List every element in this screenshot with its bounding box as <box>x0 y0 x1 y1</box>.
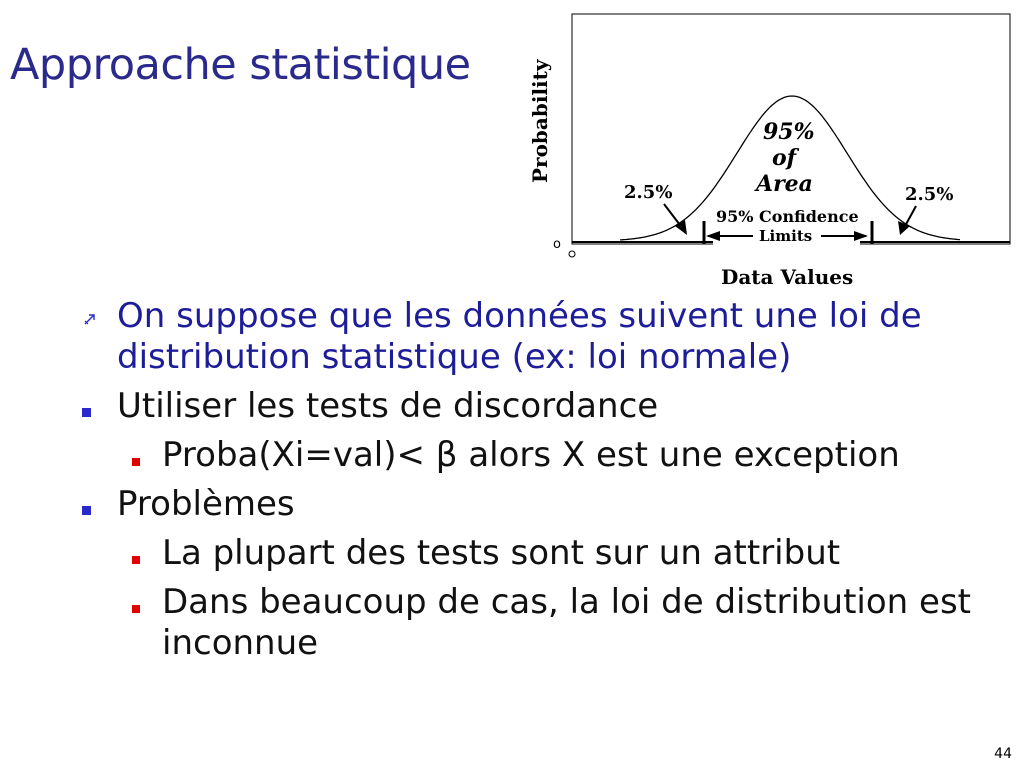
bullet-item-single-attribute <box>80 533 980 574</box>
page-number: 44 <box>994 746 1012 762</box>
bullet-text: On suppose que les données suivent une loi de distribution statistique (ex: loi normale) <box>117 296 922 377</box>
bullet-item-assumption <box>80 296 980 378</box>
arrow-icon <box>82 311 98 327</box>
bullet-text: Proba(Xi=val)< β alors X est une exception <box>162 435 900 475</box>
confidence-label-line2: Limits <box>759 227 813 245</box>
right-tail-label: 2.5% <box>905 184 954 205</box>
center-label-area: Area <box>756 171 813 197</box>
left-tail-label: 2.5% <box>624 182 673 203</box>
slide-title: Approache statistique <box>10 40 471 90</box>
bullet-list <box>80 296 980 672</box>
arrow-bullet-icon <box>82 296 98 337</box>
confidence-label-line1: 95% Confidence <box>716 207 859 226</box>
center-label-percent: 95% <box>763 119 815 145</box>
bullet-item-proba <box>80 435 980 476</box>
normal-distribution-figure <box>520 8 1020 293</box>
square-bullet-icon <box>132 458 140 466</box>
square-bullet-icon <box>132 605 140 613</box>
square-bullet-icon <box>132 556 140 564</box>
origin-label: o <box>553 237 561 252</box>
y-axis-label: Probability <box>528 59 552 183</box>
bullet-text: Dans beaucoup de cas, la loi de distribution est inconnue <box>162 582 971 663</box>
bullet-item-tests <box>80 386 980 427</box>
bullet-text: La plupart des tests sont sur un attribut <box>162 533 841 573</box>
x-axis-label: Data Values <box>721 265 854 289</box>
distribution-diagram <box>520 8 1020 293</box>
square-bullet-icon <box>82 408 91 417</box>
bullet-item-problems <box>80 484 980 525</box>
square-bullet-icon <box>82 506 91 515</box>
bullet-item-unknown-distribution <box>80 582 980 664</box>
center-label-of: of <box>772 145 797 171</box>
bullet-text: Problèmes <box>117 484 295 524</box>
bullet-text: Utiliser les tests de discordance <box>117 386 659 426</box>
origin-marker-icon <box>569 251 575 257</box>
